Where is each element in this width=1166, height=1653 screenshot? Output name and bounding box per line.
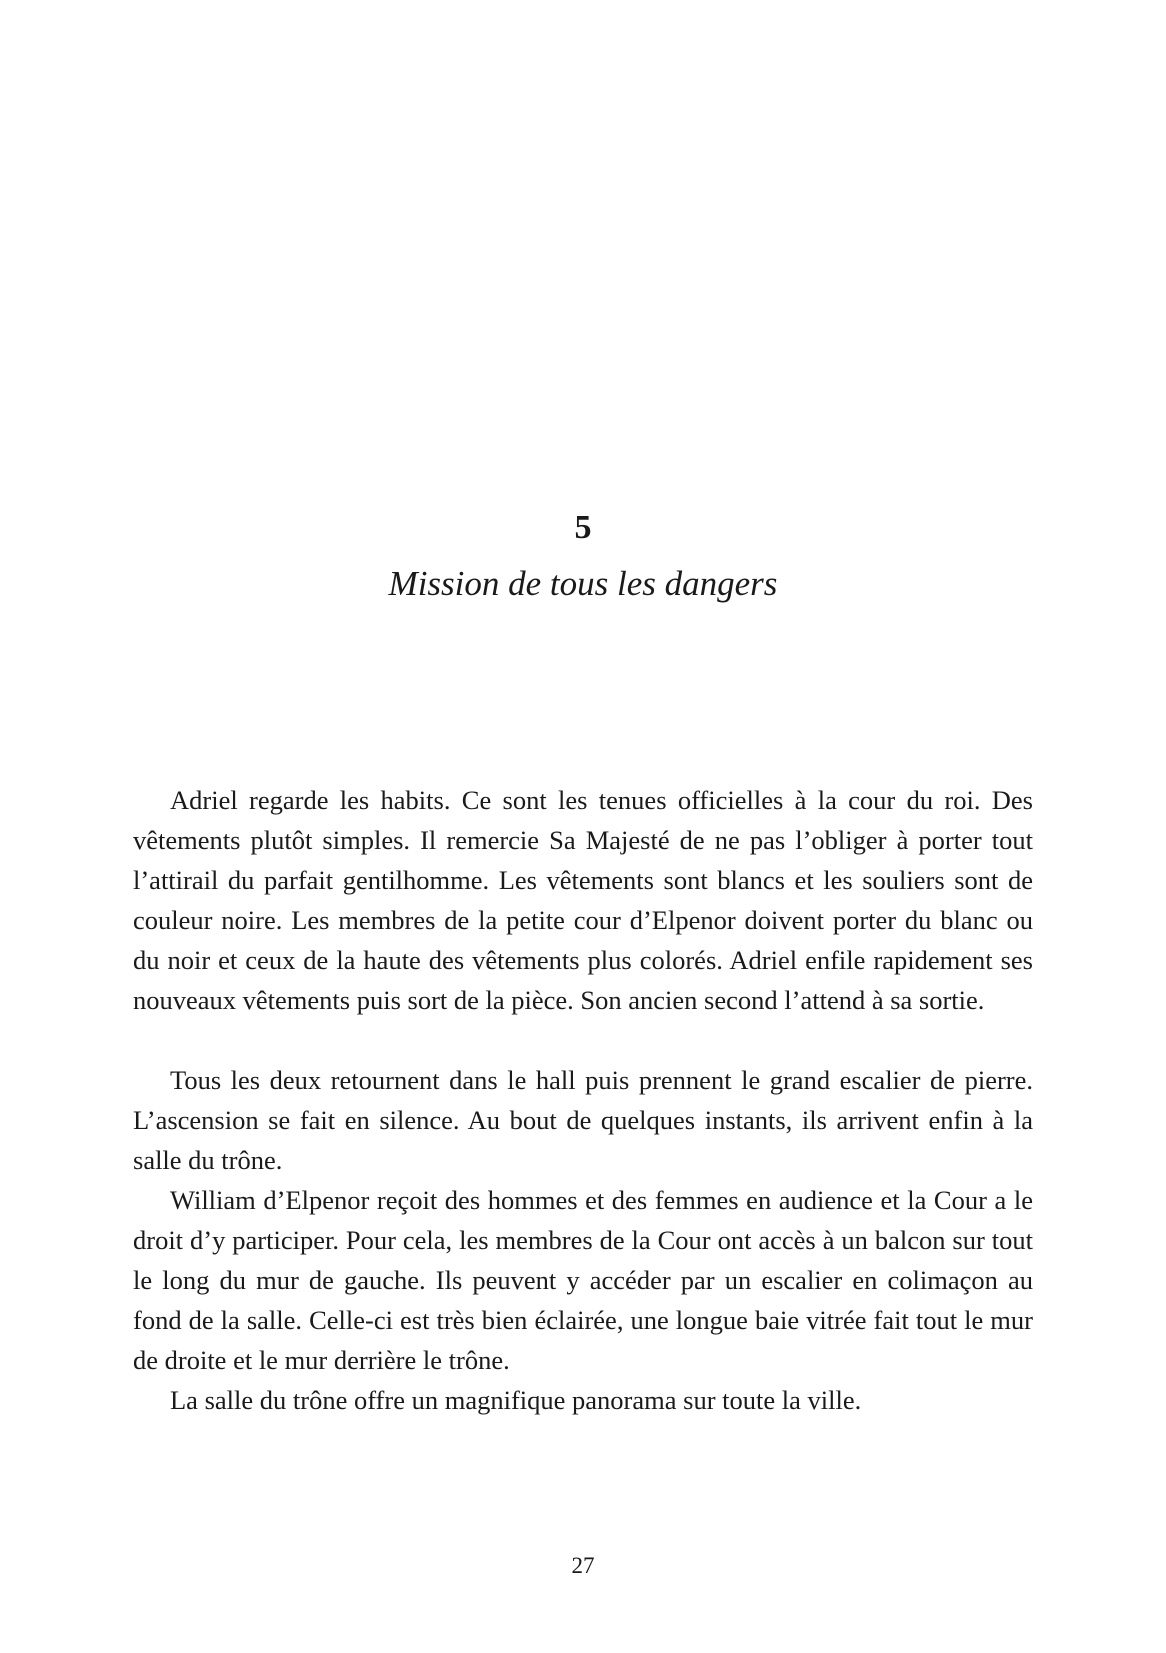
chapter-number: 5 (574, 509, 592, 546)
page-number: 27 (571, 1553, 595, 1578)
paragraph: Tous les deux retournent dans le hall puis prennent le grand escalier de pierre. L’ascension se fait en silence. Au bout de quelques instants, ils arrivent enfin à la salle du trône. (133, 1065, 1033, 1175)
chapter-body (133, 780, 1033, 1420)
chapter-title: Mission de tous les dangers (388, 564, 778, 603)
paragraph: La salle du trône offre un magnifique panorama sur toute la ville. (170, 1385, 862, 1415)
paragraph: William d’Elpenor reçoit des hommes et des femmes en audience et la Cour a le droit d’y participer. Pour cela, les membres de la Cour ont accès à un balcon sur tout le long du mur de gauche. Ils peuvent y accéder par un escalier en colimaçon au fond de la salle. Celle-ci est très bien éclairée, une longue baie vitrée fait tout le mur de droite et le mur derrière le trône. (133, 1185, 1033, 1375)
paragraph: Adriel regarde les habits. Ce sont les tenues officielles à la cour du roi. Des vêtements plutôt simples. Il remercie Sa Majesté de ne pas l’obliger à porter tout l’attirail du parfait gentilhomme. Les vêtements sont blancs et les souliers sont de couleur noire. Les membres de la petite cour d’Elpenor doivent porter du blanc ou du noir et ceux de la haute des vêtements plus colorés. Adriel enfile rapidement ses nouveaux vêtements puis sort de la pièce. Son ancien second l’attend à sa sortie. (133, 785, 1033, 1015)
